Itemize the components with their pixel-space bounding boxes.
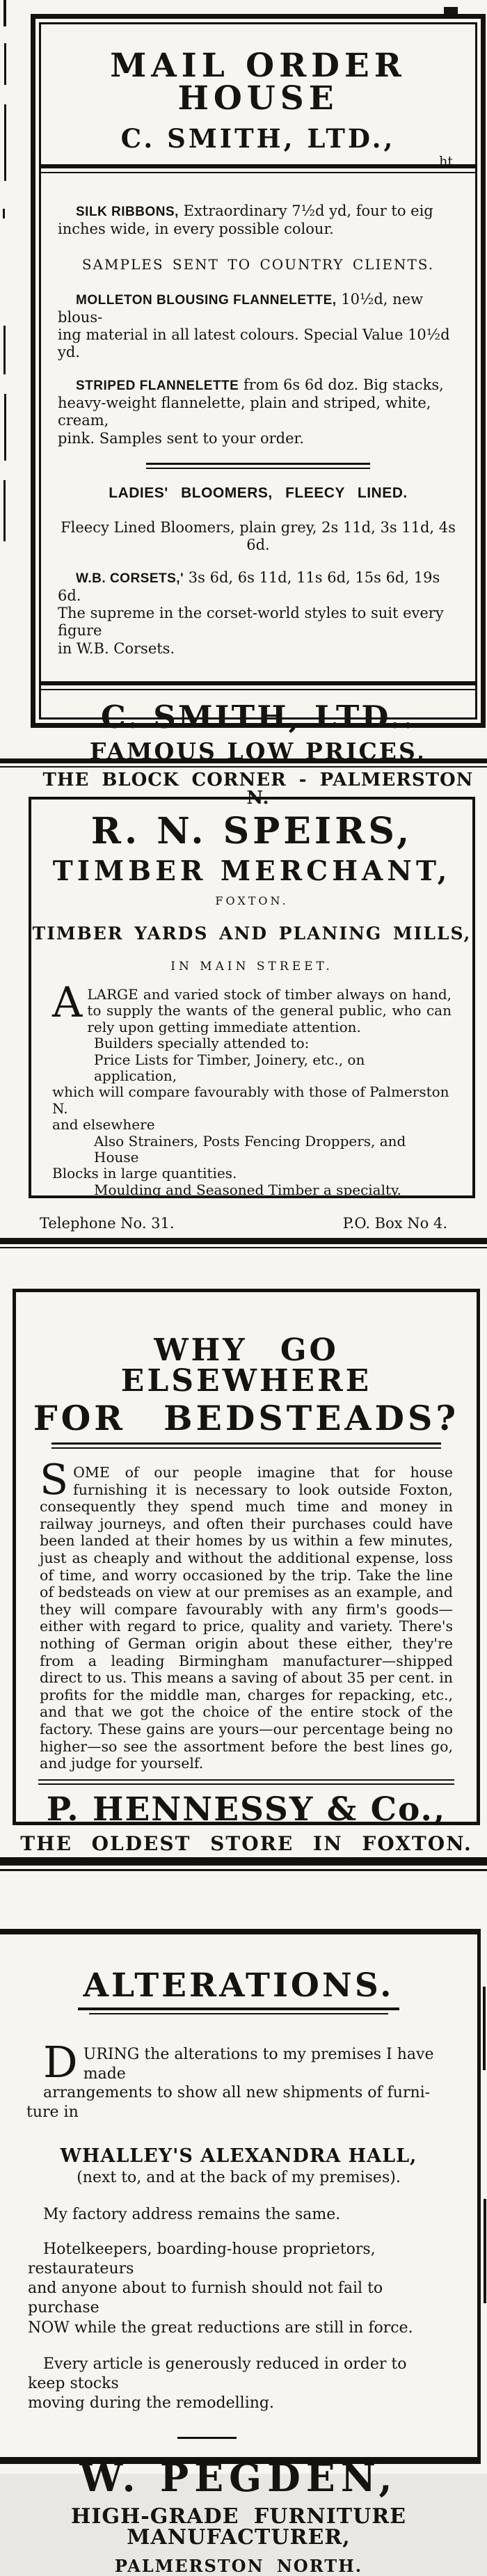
paragraph-line: NOW while the great reductions are still in force. [28,2319,413,2337]
short-divider-rule [177,2437,237,2439]
paragraph-text: LARGE and varied stock of timber always on hand, to supply the wants of the general public, who can rely upon getting immediate attention. [87,986,452,1035]
ad-paragraph [0,2240,477,2338]
service-line: Builders specially attended to: [94,1035,310,1052]
paragraph-line: Every article is generously reduced in order to keep stocks [28,2355,407,2392]
service-line: Moulding and Seasoned Timber a specialty. [94,1181,402,1198]
ad-headline: FOR BEDSTEADS? [33,1398,460,1438]
price-line: in W.B. Corsets. [58,639,175,657]
company-name: C. SMITH, LTD.. [100,698,416,736]
ad-pegden-alterations [0,1929,481,2576]
service-line: which will compare favourably with those of Palmerston N. [52,1083,449,1117]
drop-cap: S [40,1456,69,1504]
stray-type-fragment: ht [439,154,453,169]
scan-artifact [4,394,6,461]
scan-artifact [3,480,6,541]
company-tagline: THE OLDEST STORE IN FOXTON. [20,1831,472,1855]
paragraph-line: ture in [26,2103,79,2121]
paragraph-line: moving during the remodelling. [28,2394,274,2412]
price-text: 10½d, new blous- [58,290,424,326]
merchant-name: R. N. SPEIRS, [90,810,413,852]
price-text: from 6s 6d doz. Big stacks, [239,376,444,394]
merchant-town: FOXTON. [215,894,289,907]
product-name: STRIPED FLANNELETTE [76,379,239,394]
po-box: P.O. Box No 4. [342,1215,447,1232]
service-line: Price Lists for Timber, Joinery, etc., on application, [94,1051,365,1084]
company-name: P. HENNESSY & Co., [46,1790,447,1829]
proprietor-name: W. PEGDEN, [79,2455,398,2501]
paragraph-line: arrangements to show all new shipments of furni- [43,2084,431,2101]
ad-headline: ALTERATIONS. [78,1969,400,2010]
product-name: SILK RIBBONS, [76,205,179,219]
price-line: pink. Samples sent to your order. [58,429,304,447]
service-line: Blocks in large quantities. [52,1165,237,1182]
ad-hennessy-bedsteads [13,1289,480,1855]
price-line: Fleecy Lined Bloomers, plain grey, 2s 11d, 3s 11d, 4s 6d. [61,518,456,554]
column-separator-rule [0,1238,487,1248]
ad-headline: MAIL ORDER HOUSE [110,47,406,118]
ad-headline-wrap [0,1966,477,2014]
merchant-trade: TIMBER MERCHANT, [52,855,452,887]
premises-heading: TIMBER YARDS AND PLANING MILLS, [32,923,472,944]
venue-name: WHALLEY'S ALEXANDRA HALL, [60,2145,417,2167]
ad-body [41,202,475,658]
service-line: and elsewhere [52,1116,155,1134]
ad-mail-order-inner-frame [39,22,477,809]
divider-rule [146,463,370,469]
divider-rule [41,164,475,173]
headline-underline-rule [89,2013,388,2014]
paragraph-line: and anyone about to furnish should not fail to purchase [28,2280,383,2317]
telephone-number: Telephone No. 31. [40,1215,175,1232]
service-line: Also Strainers, Posts Fencing Droppers, and House [94,1132,406,1166]
price-line [58,376,458,395]
divider-rule [41,681,475,690]
drop-cap: D [43,2037,78,2088]
ad-paragraph [0,2355,477,2413]
company-name: C. SMITH, LTD., [120,123,396,154]
ad-paragraph [31,978,472,1035]
scan-artifact [483,1987,486,2070]
scan-artifact [3,209,5,218]
price-line [58,569,458,605]
scan-artifact [4,43,6,85]
product-name: MOLLETON BLOUSING FLANNELETTE, [76,292,337,308]
product-heading: LADIES' BLOOMERS, FLEECY LINED. [109,484,408,501]
proprietor-town: PALMERSTON NORTH. [114,2556,363,2576]
price-line: heavy-weight flannelette, plain and striped, white, cream, [58,395,431,429]
premises-street: IN MAIN STREET. [170,960,333,973]
company-tagline: FAMOUS LOW PRICES, [89,737,427,765]
headline-underline-rule [51,1442,441,1449]
price-line [58,202,458,221]
proprietor-trade: HIGH-GRADE FURNITURE MANUFACTURER, [70,2504,407,2550]
price-line: The supreme in the corset-world styles to suit every figure [58,605,444,639]
service-list [31,1035,472,1198]
scan-artifact [3,326,6,374]
ad-headline: WHY GO ELSEWHERE [120,1333,372,1399]
ad-speirs-timber-merchant [29,797,475,1232]
ad-paragraph [0,2037,477,2103]
venue-note: (next to, and at the back of my premises). [77,2169,401,2186]
contact-row [31,1215,472,1232]
paragraph-line: URING the alterations to my premises I have made [83,2046,434,2083]
drop-cap: A [52,978,83,1027]
price-line: ing material in all latest colours. Special Value 10½d yd. [58,326,450,361]
price-text: Extraordinary 7½d yd, four to eig [178,202,433,219]
price-text: 3s 6d, 6s 11d, 11s 6d, 15s 6d, 19s 6d. [58,569,440,605]
column-separator-rule [0,758,487,768]
paragraph-line: Hotelkeepers, boarding-house proprietors, restaurateurs [28,2241,376,2278]
company-address: THE BLOCK CORNER - PALMERSTON N. [42,769,474,809]
scan-artifact [484,2199,486,2303]
scan-artifact [4,104,6,181]
ad-paragraph [16,1456,477,1772]
samples-notice: SAMPLES SENT TO COUNTRY CLIENTS. [81,255,435,273]
factory-note: My factory address remains the same. [43,2206,341,2223]
product-name: W.B. CORSETS,' [76,571,184,587]
ad-mail-order-house [31,14,486,809]
divider-rule [38,1779,454,1785]
paragraph-text: OME of our people imagine that for house furnishing it is necessary to look outside Foxton, consequently they spend much time and money in railway journeys, and often their purchases could have been landed at their homes by us within a few minutes, just as cheaply and without the additional expense, loss of time, and worry occasioned by the trip. Take the line of bedsteads on view at our premises as an example, and they will compare favourably with any firm's goods—either with regard to price, quality and variety. There's nothing of German origin about these either, they're from a leading Birmingham manufacturer—shipped direct to us. This means a saving of about 35 per cent. in profits for the middle man, charges for repacking, etc., and that we got the choice of the entire stock of the factory. These gains are yours—our percentage being no higher—so see the assortment before the best lines go, and judge for yourself. [40,1464,454,1772]
scan-artifact [3,0,6,26]
price-line [58,291,458,326]
price-line: inches wide, in every possible colour. [58,220,334,237]
column-separator-rule [0,1857,487,1871]
